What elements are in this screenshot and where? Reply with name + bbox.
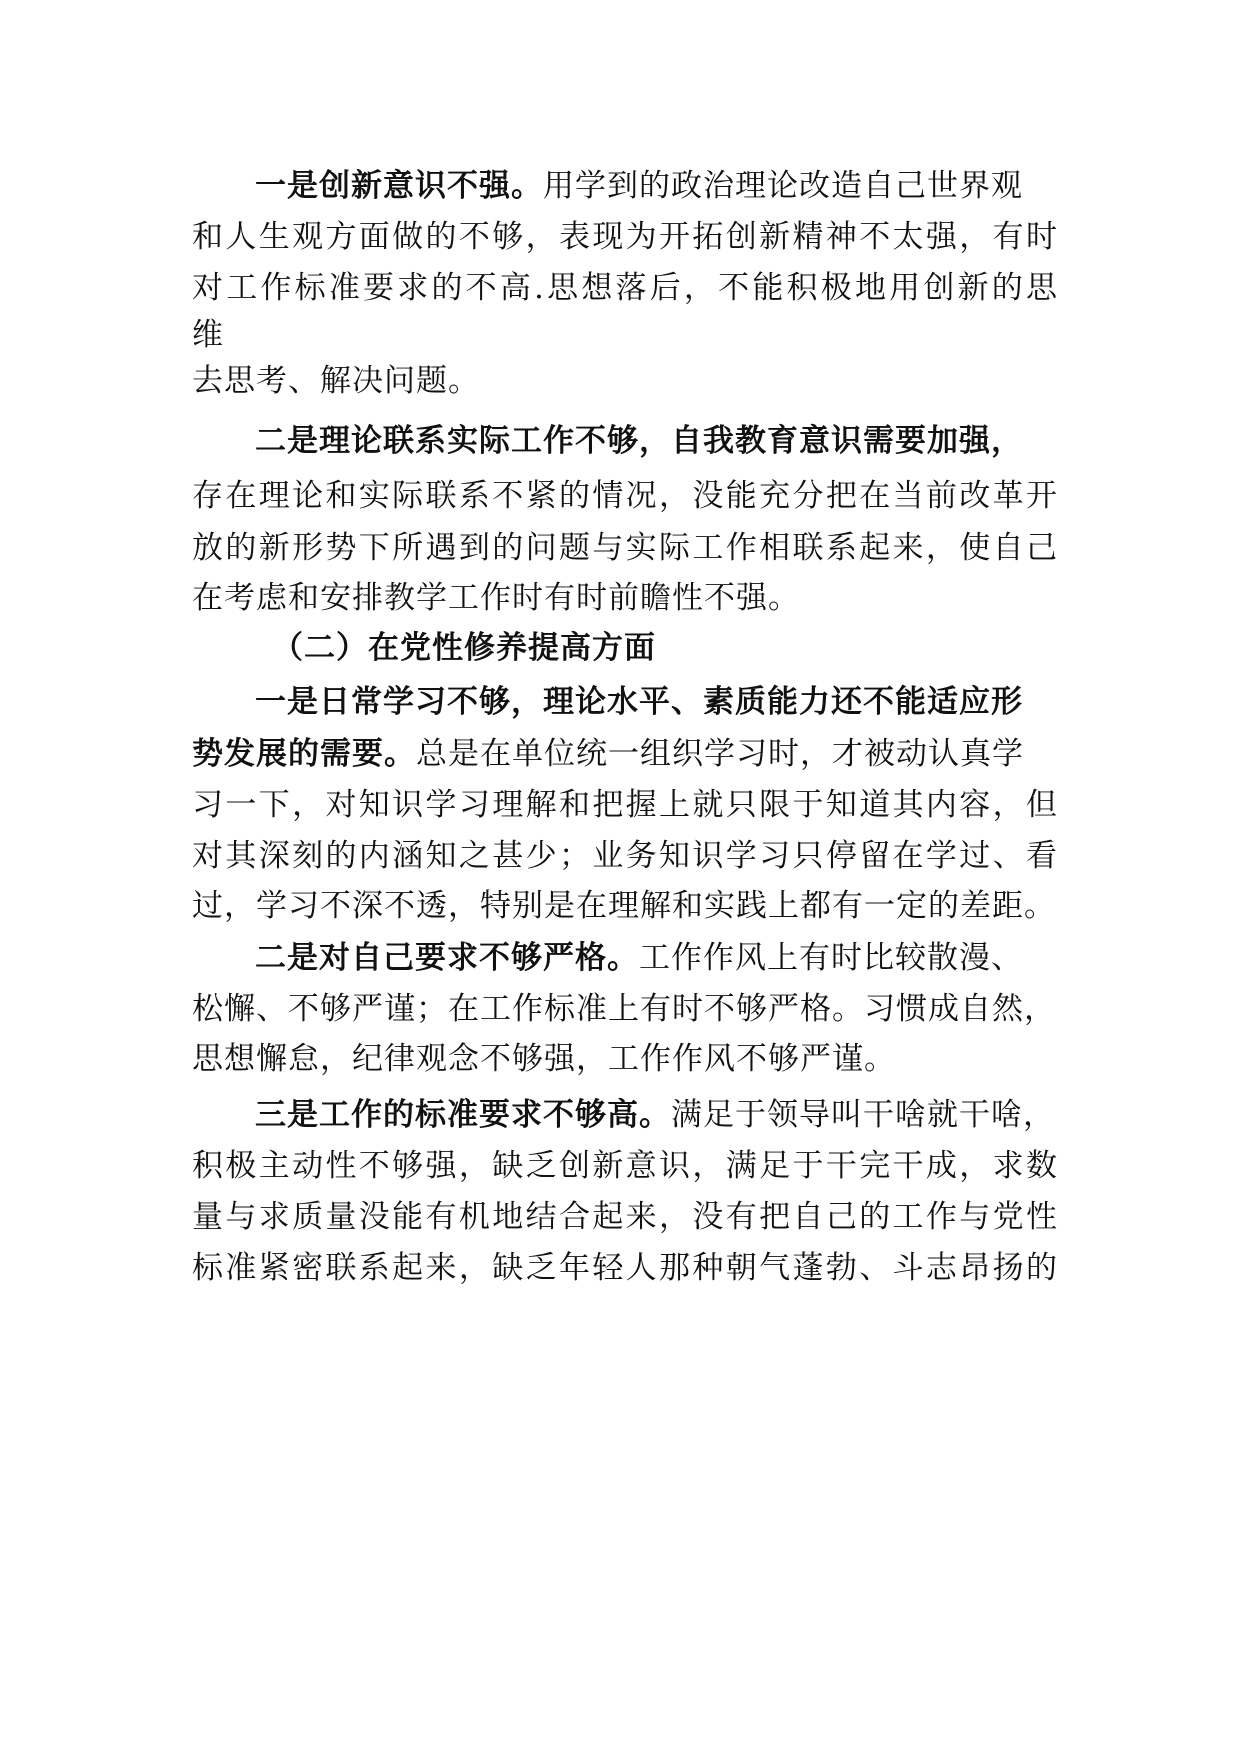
paragraph-line: 积极主动性不够强，缺乏创新意识，满足于干完干成，求数: [192, 1148, 1058, 1184]
paragraph-line: [255, 938, 1023, 978]
paragraph-line: [192, 734, 1024, 774]
paragraph-line: 去思考、解决问题。: [192, 363, 480, 399]
item-heading: 三是工作的标准要求不够高。: [255, 1097, 671, 1133]
item-text: 总是在单位统一组织学习时，才被动认真学: [416, 736, 1024, 772]
paragraph-line: 松懈、不够严谨；在工作标准上有时不够严格。习惯成自然，: [192, 991, 1056, 1027]
item-heading: 势发展的需要。: [192, 736, 416, 772]
item-heading: 二是理论联系实际工作不够，自我教育意识需要加强，: [255, 423, 1023, 459]
paragraph-line: 放的新形势下所遇到的问题与实际工作相联系起来，使自己: [192, 530, 1058, 566]
item-heading: 一是日常学习不够，理论水平、素质能力还不能适应形: [255, 684, 1023, 720]
paragraph-line: [255, 1095, 1055, 1135]
paragraph-line: [255, 166, 1023, 206]
item-text: 用学到的政治理论改造自己世界观: [543, 168, 1023, 204]
paragraph-line: 和人生观方面做的不够，表现为开拓创新精神不太强，有时: [192, 219, 1058, 255]
paragraph-line: 过，学习不深不透，特别是在理解和实践上都有一定的差距。: [192, 888, 1056, 924]
paragraph-line: 在考虑和安排教学工作时有时前瞻性不强。: [192, 580, 800, 616]
section-title: （二）在党性修养提高方面: [272, 630, 656, 666]
paragraph-line: 习一下，对知识学习理解和把握上就只限于知道其内容，但: [192, 787, 1058, 823]
paragraph-line: 对其深刻的内涵知之甚少；业务知识学习只停留在学过、看: [192, 838, 1058, 874]
paragraph-line: 标准紧密联系起来，缺乏年轻人那种朝气蓬勃、斗志昂扬的: [192, 1250, 1058, 1286]
paragraph-line: 思想懈怠，纪律观念不够强，工作作风不够严谨。: [192, 1041, 896, 1077]
paragraph-line: 存在理论和实际联系不紧的情况，没能充分把在当前改革开: [192, 478, 1058, 514]
item-heading: 二是对自己要求不够严格。: [255, 940, 639, 976]
paragraph-line: 量与求质量没能有机地结合起来，没有把自己的工作与党性: [192, 1199, 1058, 1235]
item-text: 满足于领导叫干啥就干啥，: [671, 1097, 1055, 1133]
paragraph-line: 维: [192, 317, 224, 353]
paragraph-line: 对工作标准要求的不高.思想落后，不能积极地用创新的思: [192, 270, 1058, 306]
item-heading: 一是创新意识不强。: [255, 168, 543, 204]
item-text: 工作作风上有时比较散漫、: [639, 940, 1023, 976]
